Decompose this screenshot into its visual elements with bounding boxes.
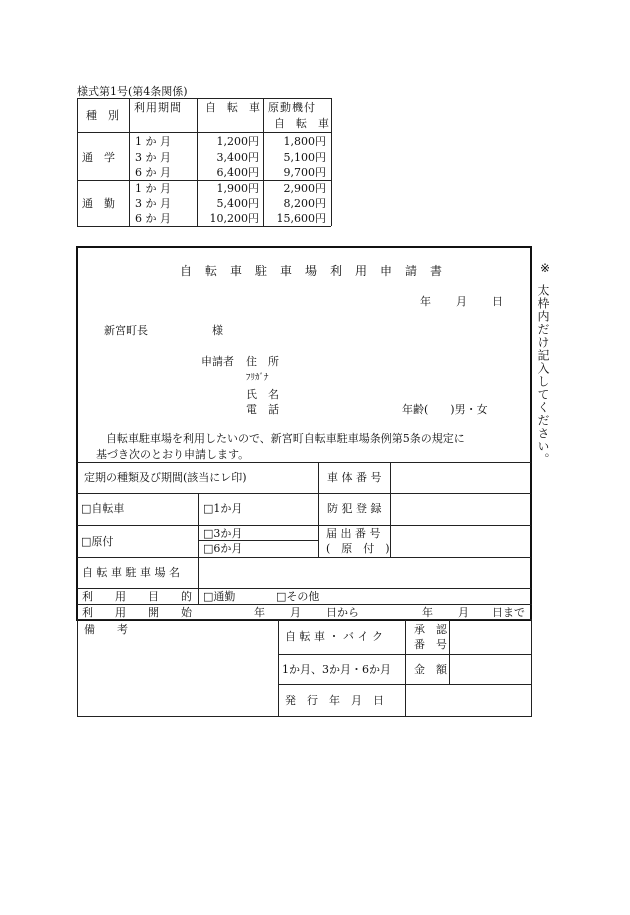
form-title: 自転車駐車場利用申請書: [180, 264, 456, 278]
side-note-text: 太枠内だけ記入してください。: [536, 284, 550, 466]
bicycle-fee: 10,200円: [209, 212, 259, 225]
header-moped-line2: 自 転 車: [274, 117, 329, 130]
month6-checkbox[interactable]: □6か月: [203, 542, 243, 555]
parking-name-label: 自 転 車 駐 車 場 名: [82, 566, 180, 579]
month3-checkbox[interactable]: □3か月: [203, 527, 243, 540]
note-mark: ※: [540, 261, 551, 275]
commute-checkbox[interactable]: □通勤: [203, 590, 236, 603]
moped-fee: 9,700円: [283, 166, 326, 179]
type-period-header: 定期の種類及び期間(該当にレ印): [84, 471, 247, 484]
months-label: 1か月、3か月・6か月: [282, 663, 391, 676]
header-bicycle: 自 転 車: [205, 101, 260, 114]
header-period: 利用期間: [134, 101, 182, 114]
moped-fee: 15,600円: [276, 212, 326, 225]
period-cell: 1 か 月: [135, 182, 171, 195]
bicycle-fee: 1,900円: [216, 182, 259, 195]
start-month: 月: [290, 606, 301, 619]
month1-checkbox[interactable]: □1か月: [203, 502, 243, 515]
statement-line2: 基づき次のとおり申請します。: [96, 448, 250, 461]
period-cell: 6 か 月: [135, 212, 171, 225]
bicycle-fee: 5,400円: [216, 197, 259, 210]
end-day-until: 日まで: [492, 606, 525, 619]
period-cell: 3 か 月: [135, 151, 171, 164]
vehicle-number-field[interactable]: [392, 466, 528, 491]
phone-label: 電 話: [246, 403, 279, 416]
age-gender-label: 年齢( )男・女: [402, 403, 488, 416]
bicycle-fee: 1,200円: [216, 135, 259, 148]
registration-number-field[interactable]: [392, 529, 528, 554]
date-year-label: 年: [420, 295, 431, 308]
approval-label: 承 認: [414, 623, 447, 636]
parking-name-field[interactable]: [202, 561, 528, 586]
registration-number-sublabel: ( 原 付 ): [326, 542, 390, 555]
applicant-label: 申請者: [201, 355, 234, 368]
bicycle-checkbox[interactable]: □自転車: [81, 502, 125, 515]
date-month-label: 月: [456, 295, 467, 308]
category-school: 通 学: [82, 151, 115, 164]
moped-fee: 1,800円: [283, 135, 326, 148]
crime-registration-label: 防 犯 登 録: [327, 502, 382, 515]
vehicle-number-label: 車 体 番 号: [327, 471, 382, 484]
form-number-label: 様式第1号(第4条関係): [77, 85, 188, 98]
registration-number-label: 届 出 番 号: [326, 527, 381, 540]
start-year: 年: [254, 606, 265, 619]
honorific: 様: [212, 324, 223, 337]
statement-line1: 自転車駐車場を利用したいので、新宮町自転車駐車場条例第5条の規定に: [106, 432, 465, 445]
moped-fee: 2,900円: [283, 182, 326, 195]
remarks-label: 備 考: [84, 623, 128, 636]
bicycle-fee: 6,400円: [216, 166, 259, 179]
name-label: 氏 名: [246, 388, 279, 401]
bike-label: 自 転 車 ・ バ イ ク: [285, 630, 383, 643]
moped-fee: 8,200円: [283, 197, 326, 210]
other-checkbox[interactable]: □その他: [276, 590, 320, 603]
purpose-label: 利 用 目 的: [82, 590, 192, 603]
category-commute: 通 勤: [82, 197, 115, 210]
bicycle-fee: 3,400円: [216, 151, 259, 164]
end-year: 年: [422, 606, 433, 619]
moped-fee: 5,100円: [283, 151, 326, 164]
amount-label: 金 額: [414, 663, 447, 676]
header-category: 種 別: [86, 109, 119, 122]
end-month: 月: [458, 606, 469, 619]
period-cell: 1 か 月: [135, 135, 171, 148]
crime-registration-field[interactable]: [392, 497, 528, 522]
period-cell: 6 か 月: [135, 166, 171, 179]
moped-checkbox[interactable]: □原付: [81, 535, 114, 548]
approval-number-label: 番 号: [414, 638, 447, 651]
date-day-label: 日: [492, 295, 503, 308]
header-moped: 原動機付: [268, 101, 316, 114]
address-label: 住 所: [246, 355, 279, 368]
period-cell: 3 か 月: [135, 197, 171, 210]
addressee: 新宮町長: [104, 324, 148, 337]
furigana-label: ﾌﾘｶﾞﾅ: [246, 373, 269, 383]
start-day-from: 日から: [326, 606, 359, 619]
start-label: 利 用 開 始: [82, 606, 192, 619]
issue-date-label: 発 行 年 月 日: [285, 694, 384, 707]
